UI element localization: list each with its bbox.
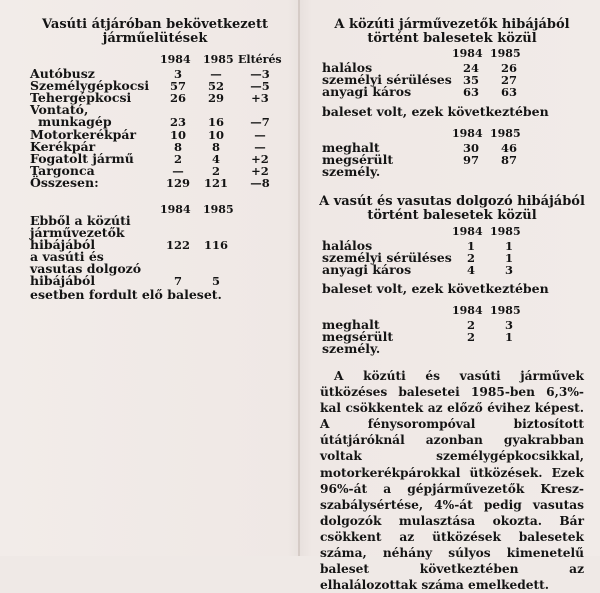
right-s2b-row-label: meghalt: [322, 317, 380, 332]
left-row-diff: —7: [250, 115, 270, 129]
right-s1b-row-label: megsérült: [322, 152, 394, 167]
right-s2-row-value-1985: 1: [504, 251, 513, 265]
left-sub-line: hibájából: [30, 273, 96, 288]
left-sub-line: járművezetők: [30, 225, 125, 240]
left-row-value-1984: 10: [169, 128, 186, 142]
left-sub-value: 116: [203, 238, 228, 252]
left-footer: esetben fordult elő baleset.: [30, 287, 222, 302]
left-row-label: Összesen:: [30, 175, 99, 190]
right-s2-row-label: személyi sérüléses: [322, 250, 452, 265]
left-row-diff: +2: [251, 164, 269, 178]
left-row-label: Kerékpár: [30, 139, 96, 154]
right-s1b-row-value-1985: 46: [500, 141, 517, 155]
right-s1-row-value-1984: 24: [462, 61, 479, 75]
left-sub-line: vasutas dolgozó: [30, 261, 142, 276]
left-row-value-1985: 4: [211, 152, 220, 166]
left-row-value-1985: 121: [203, 176, 228, 190]
left-row-value-1984: 26: [169, 91, 186, 105]
left-row-label: Motorkerékpár: [30, 127, 137, 142]
right-s1-row-value-1985: 27: [500, 73, 517, 87]
left-sub-line: Ebből a közúti: [30, 213, 131, 228]
left-title-line2: járműelütések: [102, 31, 208, 46]
right-s2-title-line1: A vasút és vasutas dolgozó hibájából: [319, 194, 585, 209]
right-s2-row-value-1985: 1: [504, 239, 513, 253]
left-row-value-1984: 8: [173, 140, 182, 154]
right-s2-row-value-1984: 2: [466, 251, 475, 265]
left-sub-line: a vasúti és: [30, 249, 104, 264]
right-s2-title-line2: történt balesetek közül: [367, 208, 537, 223]
right-s1b-header-1985: 1985: [490, 127, 521, 140]
left-row-value-1984: 2: [173, 152, 182, 166]
left-row-value-1985: —: [210, 67, 222, 81]
left-col-header-1984: 1984: [160, 53, 191, 66]
right-s2-row-value-1984: 4: [466, 263, 475, 277]
right-s1b-row-label: személy.: [322, 164, 381, 179]
left-row-value-1985: 52: [207, 79, 224, 93]
left-row-label: Fogatolt jármű: [30, 151, 134, 166]
left-row-label: Vontató,: [30, 102, 89, 117]
left-title-line1: Vasúti átjáróban bekövetkezett: [42, 17, 268, 32]
right-s1-row-label: anyagi káros: [322, 84, 412, 99]
right-s1-sentence: baleset volt, ezek következtében: [322, 104, 549, 119]
left-sub-header-1985: 1985: [203, 203, 234, 216]
right-s2b-row-value-1985: 3: [504, 318, 513, 332]
left-sub-value: 122: [165, 238, 190, 252]
right-s1-row-value-1984: 63: [462, 85, 479, 99]
left-row-label: Személygépkocsi: [30, 78, 150, 93]
left-sub-line: hibájából: [30, 237, 96, 252]
right-paragraph: A közúti és vasúti járművek ütközéses balesetei 1985-ben 6,3%-kal csökkentek az előző évihez képest. A fénysorompóval biztosított útátjáróknál azonban gyakrabban voltak személygépkocsikkal, motorkerékpárokkal ütközések. Ezek 96%-át a gépjárművezetők Kresz-szabálysértése, 4%-át pedig vasutas dolgozók mulasztása okozta. Bár csökkent az ütközések balesetek száma, néhány súlyos kimenetelű baleset következtében az elhalálozottak száma emelkedett.: [320, 369, 584, 593]
right-s1b-row-value-1985: 87: [500, 153, 517, 167]
right-s1-row-value-1985: 63: [500, 85, 517, 99]
left-row-label: munkagép: [38, 114, 112, 129]
left-row-diff: —8: [250, 176, 270, 190]
left-row-diff: +2: [251, 152, 269, 166]
right-s2b-row-label: megsérült: [322, 329, 394, 344]
left-col-header-elteres: Eltérés: [238, 53, 282, 66]
left-row-value-1984: 23: [169, 115, 186, 129]
right-s1-title-line2: történt balesetek közül: [367, 31, 537, 46]
right-s1-row-value-1984: 35: [462, 73, 479, 87]
right-s1-row-label: személyi sérüléses: [322, 72, 452, 87]
right-s1b-header-1984: 1984: [452, 127, 483, 140]
left-row-value-1984: 3: [173, 67, 182, 81]
right-s2-header-1985: 1985: [490, 225, 521, 238]
right-s2-row-label: anyagi káros: [322, 262, 412, 277]
left-row-diff: +3: [251, 91, 269, 105]
left-row-label: Targonca: [30, 163, 95, 178]
right-s1-header-1985: 1985: [490, 47, 521, 60]
right-s2-header-1984: 1984: [452, 225, 483, 238]
right-s1-row-value-1985: 26: [500, 61, 517, 75]
page-fold: [298, 0, 300, 556]
left-row-value-1984: 57: [169, 79, 186, 93]
right-s2-sentence: baleset volt, ezek következtében: [322, 281, 549, 296]
right-s1b-row-value-1984: 30: [462, 141, 479, 155]
left-row-value-1985: 8: [211, 140, 220, 154]
left-sub-value: 7: [173, 274, 182, 288]
left-row-value-1985: 2: [211, 164, 220, 178]
left-row-value-1985: 10: [207, 128, 224, 142]
right-s2-row-value-1985: 3: [504, 263, 513, 277]
right-s2b-row-value-1984: 2: [466, 330, 475, 344]
left-row-label: Tehergépkocsi: [30, 90, 132, 105]
right-s1-title-line1: A közúti járművezetők hibájából: [334, 17, 570, 32]
right-s2b-row-label: személy.: [322, 341, 381, 356]
left-row-diff: —5: [250, 79, 270, 93]
left-row-diff: —: [254, 128, 266, 142]
right-s1-header-1984: 1984: [452, 47, 483, 60]
left-row-value-1984: —: [172, 164, 184, 178]
right-s2-row-label: halálos: [322, 238, 373, 253]
right-s2b-row-value-1984: 2: [466, 318, 475, 332]
left-row-diff: —3: [250, 67, 270, 81]
right-s2b-row-value-1985: 1: [504, 330, 513, 344]
left-row-value-1984: 129: [165, 176, 190, 190]
right-s1-row-label: halálos: [322, 60, 373, 75]
left-sub-header-1984: 1984: [160, 203, 191, 216]
left-row-diff: —: [254, 140, 266, 154]
right-s2b-header-1985: 1985: [490, 304, 521, 317]
left-row-value-1985: 16: [207, 115, 224, 129]
left-col-header-1985: 1985: [203, 53, 234, 66]
right-s2-row-value-1984: 1: [466, 239, 475, 253]
right-s1b-row-label: meghalt: [322, 140, 380, 155]
left-row-value-1985: 29: [207, 91, 224, 105]
left-sub-value: 5: [211, 274, 220, 288]
right-s2b-header-1984: 1984: [452, 304, 483, 317]
left-row-label: Autóbusz: [30, 66, 95, 81]
right-s1b-row-value-1984: 97: [462, 153, 479, 167]
